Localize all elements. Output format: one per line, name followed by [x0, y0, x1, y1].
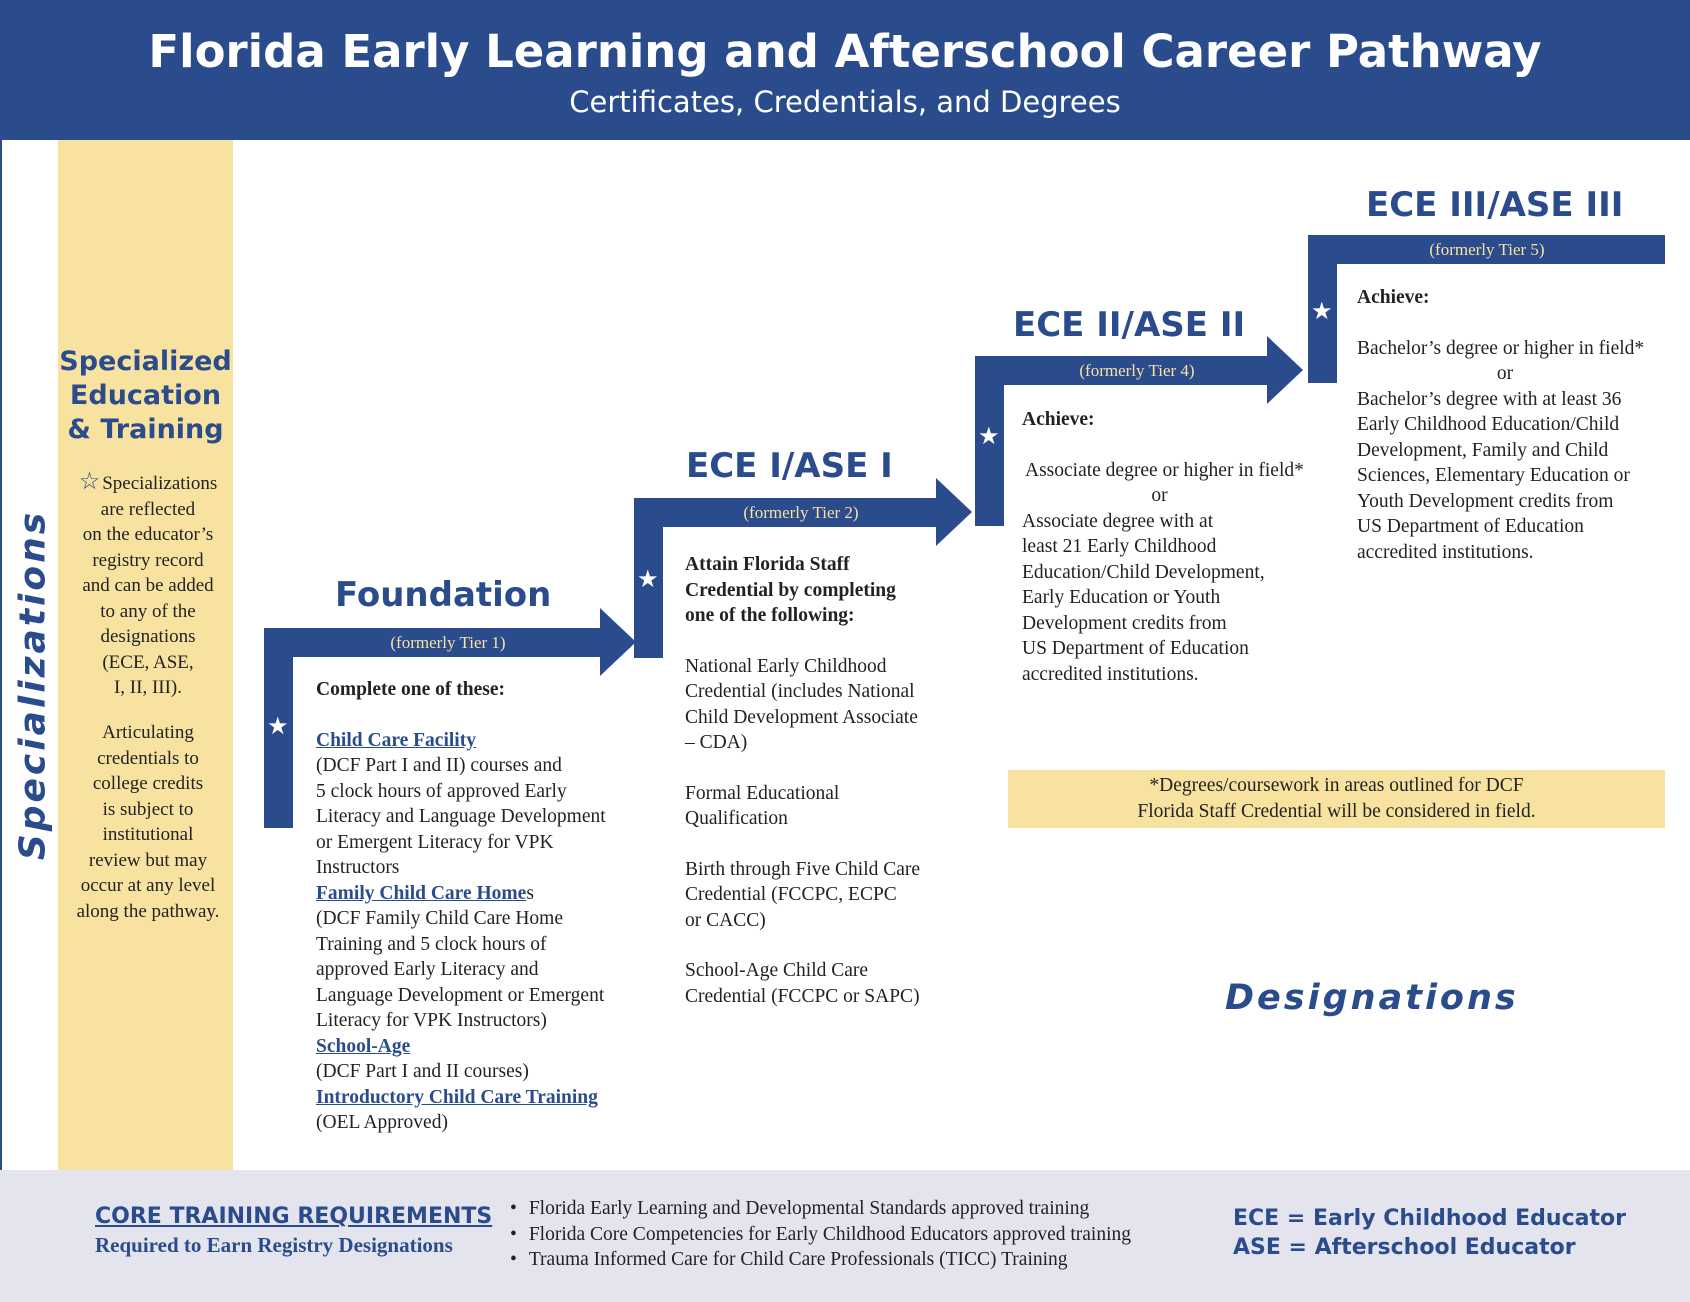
- ece2-arrowhead: [1267, 336, 1303, 404]
- note-line: *Degrees/coursework in areas outlined for DCF: [1149, 775, 1524, 796]
- ece3-line1: Bachelor’s degree or higher in field*: [1357, 337, 1645, 359]
- foundation-item-desc: Training and 5 clock hours of: [316, 933, 547, 955]
- articulating-line: along the pathway.: [76, 900, 220, 922]
- ece2-detail-line: accredited institutions.: [1022, 663, 1199, 685]
- foundation-item-desc: (OEL Approved): [316, 1112, 448, 1133]
- foundation-item-desc: 5 clock hours of approved Early: [316, 780, 567, 802]
- spec-desc-line: and can be added: [82, 575, 214, 596]
- ece3-or: or: [1496, 363, 1514, 384]
- specializations-label-text: Specializations: [12, 509, 54, 861]
- foundation-item-link-row: [316, 881, 646, 907]
- ece2-detail-line: least 21 Early Childhood: [1022, 536, 1217, 557]
- list-item: • Trauma Informed Care for Child Care Professionals (TICC) Training: [510, 1247, 1131, 1273]
- foundation-item-desc: Literacy and Language Development: [316, 806, 606, 827]
- ece1-option-line: Credential (FCCPC or SAPC): [685, 985, 920, 1007]
- spacer: [316, 703, 646, 728]
- list-item: • Florida Early Learning and Developmental Standards approved training: [510, 1196, 1131, 1222]
- in-field-note: [1008, 770, 1665, 828]
- ece1-option-line: or CACC): [685, 909, 766, 931]
- ece3-tier-label: (formerly Tier 5): [1429, 240, 1545, 259]
- child-care-facility-link[interactable]: Child Care Facility: [316, 729, 476, 751]
- spec-desc-line: to any of the: [100, 600, 196, 622]
- specialized-title-line: Specialized: [59, 346, 232, 377]
- specialized-title-line: & Training: [67, 414, 224, 445]
- ece2-heading: Achieve:: [1022, 409, 1095, 430]
- ece2-tier-label: (formerly Tier 4): [1079, 361, 1195, 380]
- page-subtitle: Certificates, Credentials, and Degrees: [569, 85, 1121, 119]
- ece1-tier-label: (formerly Tier 2): [743, 503, 859, 522]
- foundation-heading: Complete one of these:: [316, 679, 505, 700]
- spec-desc-line: are reflected: [100, 498, 196, 520]
- ece2-or: or: [1151, 485, 1168, 506]
- link-suffix: s: [526, 882, 534, 904]
- spec-desc-line: designations: [100, 626, 196, 647]
- spacer: [685, 756, 985, 781]
- ece3-detail-line: Youth Development credits from: [1357, 490, 1614, 512]
- spec-desc-line: on the educator’s: [82, 524, 214, 545]
- articulating-line: Articulating: [102, 722, 194, 743]
- ece3-detail-line: Early Childhood Education/Child: [1357, 414, 1620, 435]
- ece-abbreviation: ECE = Early Childhood Educator: [1233, 1206, 1626, 1231]
- foundation-item-link-row: [316, 1034, 646, 1060]
- page-title: Florida Early Learning and Afterschool Career Pathway: [148, 25, 1542, 78]
- ece1-option-line: Child Development Associate: [685, 706, 918, 728]
- ece1-heading-line: one of the following:: [685, 605, 855, 626]
- spacer: [1357, 311, 1677, 336]
- spec-desc-line: I, II, III).: [113, 677, 183, 698]
- foundation-title: Foundation: [335, 575, 552, 615]
- spec-desc-line: (ECE, ASE,: [102, 651, 194, 673]
- list-item: • Florida Core Competencies for Early Childhood Educators approved training: [510, 1222, 1131, 1248]
- articulating-credentials-text: [66, 720, 230, 924]
- core-training-title[interactable]: CORE TRAINING REQUIREMENTS: [95, 1204, 493, 1229]
- note-line: Florida Staff Credential will be considered in field.: [1137, 801, 1536, 822]
- spec-desc-line: registry record: [92, 549, 204, 571]
- articulating-line: credentials to: [97, 747, 199, 769]
- specializations-description: [66, 470, 230, 701]
- foundation-item-desc: Language Development or Emergent: [316, 984, 605, 1006]
- foundation-item-link-row: [316, 1085, 646, 1111]
- articulating-line: college credits: [92, 773, 204, 794]
- spacer: [685, 832, 985, 857]
- white-star-icon: ★: [267, 714, 289, 740]
- ase-abbreviation: ASE = Afterschool Educator: [1233, 1235, 1576, 1260]
- ece1-option-line: Credential (FCCPC, ECPC: [685, 884, 897, 905]
- specialized-title-line: Education: [69, 380, 222, 411]
- foundation-item-desc: or Emergent Literacy for VPK: [316, 831, 554, 853]
- white-star-icon: ★: [637, 567, 659, 593]
- articulating-line: is subject to: [102, 798, 194, 820]
- ece1-content: [685, 552, 985, 1009]
- foundation-arrowhead: [600, 608, 636, 676]
- spacer: [685, 629, 985, 654]
- core-training-footer: [0, 1170, 1690, 1302]
- ece1-heading-line: Attain Florida Staff: [685, 554, 850, 575]
- ece1-option-line: Birth through Five Child Care: [685, 858, 921, 880]
- foundation-item-link-row: [316, 728, 646, 754]
- spec-desc-line: [66, 470, 230, 497]
- foundation-item-desc: (DCF Part I and II) courses and: [316, 755, 562, 776]
- introductory-child-care-training-link[interactable]: Introductory Child Care Training: [316, 1086, 598, 1108]
- ece2-title: ECE II/ASE II: [1013, 305, 1246, 345]
- ece2-detail-line: Development credits from: [1022, 612, 1227, 634]
- ece2-detail-line: US Department of Education: [1022, 638, 1249, 659]
- ece1-option-line: Credential (includes National: [685, 681, 915, 702]
- ece2-content: [1022, 407, 1342, 687]
- core-training-subtitle: Required to Earn Registry Designations: [95, 1233, 453, 1257]
- foundation-item-desc: (DCF Part I and II courses): [316, 1061, 529, 1082]
- header-banner: [0, 0, 1690, 140]
- ece1-option-line: – CDA): [685, 732, 748, 753]
- ece3-detail-line: US Department of Education: [1357, 516, 1584, 537]
- ece1-arrowhead: [936, 478, 972, 546]
- articulating-line: institutional: [102, 824, 194, 845]
- ece1-option-line: National Early Childhood: [685, 655, 887, 677]
- family-child-care-home-link[interactable]: Family Child Care Home: [316, 882, 527, 904]
- ece3-content: [1357, 285, 1677, 565]
- ece2-detail-line: Education/Child Development,: [1022, 561, 1265, 583]
- ece1-option-line: Formal Educational: [685, 782, 840, 804]
- spacer: [1022, 433, 1342, 458]
- core-training-list: [510, 1196, 1131, 1273]
- white-star-icon: ★: [1311, 299, 1333, 325]
- spec-desc-text: Specializations: [102, 473, 218, 494]
- articulating-line: occur at any level: [80, 875, 216, 896]
- ece3-detail-line: accredited institutions.: [1357, 541, 1534, 563]
- ece2-detail-line: Early Education or Youth: [1022, 587, 1221, 608]
- ece2-line1: Associate degree or higher in field*: [1025, 459, 1304, 481]
- ece3-heading: Achieve:: [1357, 287, 1430, 308]
- white-star-icon: ★: [978, 424, 1000, 450]
- outline-star-icon: ☆: [78, 469, 101, 495]
- spacer: [685, 933, 985, 958]
- ece3-detail-line: Development, Family and Child: [1357, 439, 1609, 461]
- school-age-link[interactable]: School-Age: [316, 1035, 411, 1057]
- foundation-item-desc: (DCF Family Child Care Home: [316, 908, 563, 929]
- ece2-detail-line: Associate degree with at: [1022, 510, 1214, 532]
- designations-label: Designations: [1225, 978, 1519, 1018]
- specializations-vertical-label: [8, 509, 58, 861]
- specializations-column: [58, 140, 233, 1170]
- left-border-line: [0, 140, 2, 1170]
- ece1-heading-line: Credential by completing: [685, 579, 896, 601]
- ece3-detail-line: Sciences, Elementary Education or: [1357, 465, 1630, 486]
- specialized-title: [58, 345, 233, 447]
- ece1-title: ECE I/ASE I: [686, 446, 893, 486]
- articulating-line: review but may: [88, 849, 208, 871]
- foundation-item-desc: Instructors: [316, 857, 400, 878]
- abbreviation-legend: [1233, 1204, 1626, 1262]
- foundation-item-desc: Literacy for VPK Instructors): [316, 1010, 547, 1031]
- foundation-content: [316, 677, 646, 1136]
- ece3-detail-line: Bachelor’s degree with at least 36: [1357, 388, 1622, 410]
- foundation-item-desc: approved Early Literacy and: [316, 959, 539, 980]
- ece3-title: ECE III/ASE III: [1366, 185, 1624, 225]
- foundation-tier-label: (formerly Tier 1): [390, 633, 506, 652]
- ece1-option-line: Qualification: [685, 808, 788, 829]
- ece1-option-line: School-Age Child Care: [685, 960, 869, 981]
